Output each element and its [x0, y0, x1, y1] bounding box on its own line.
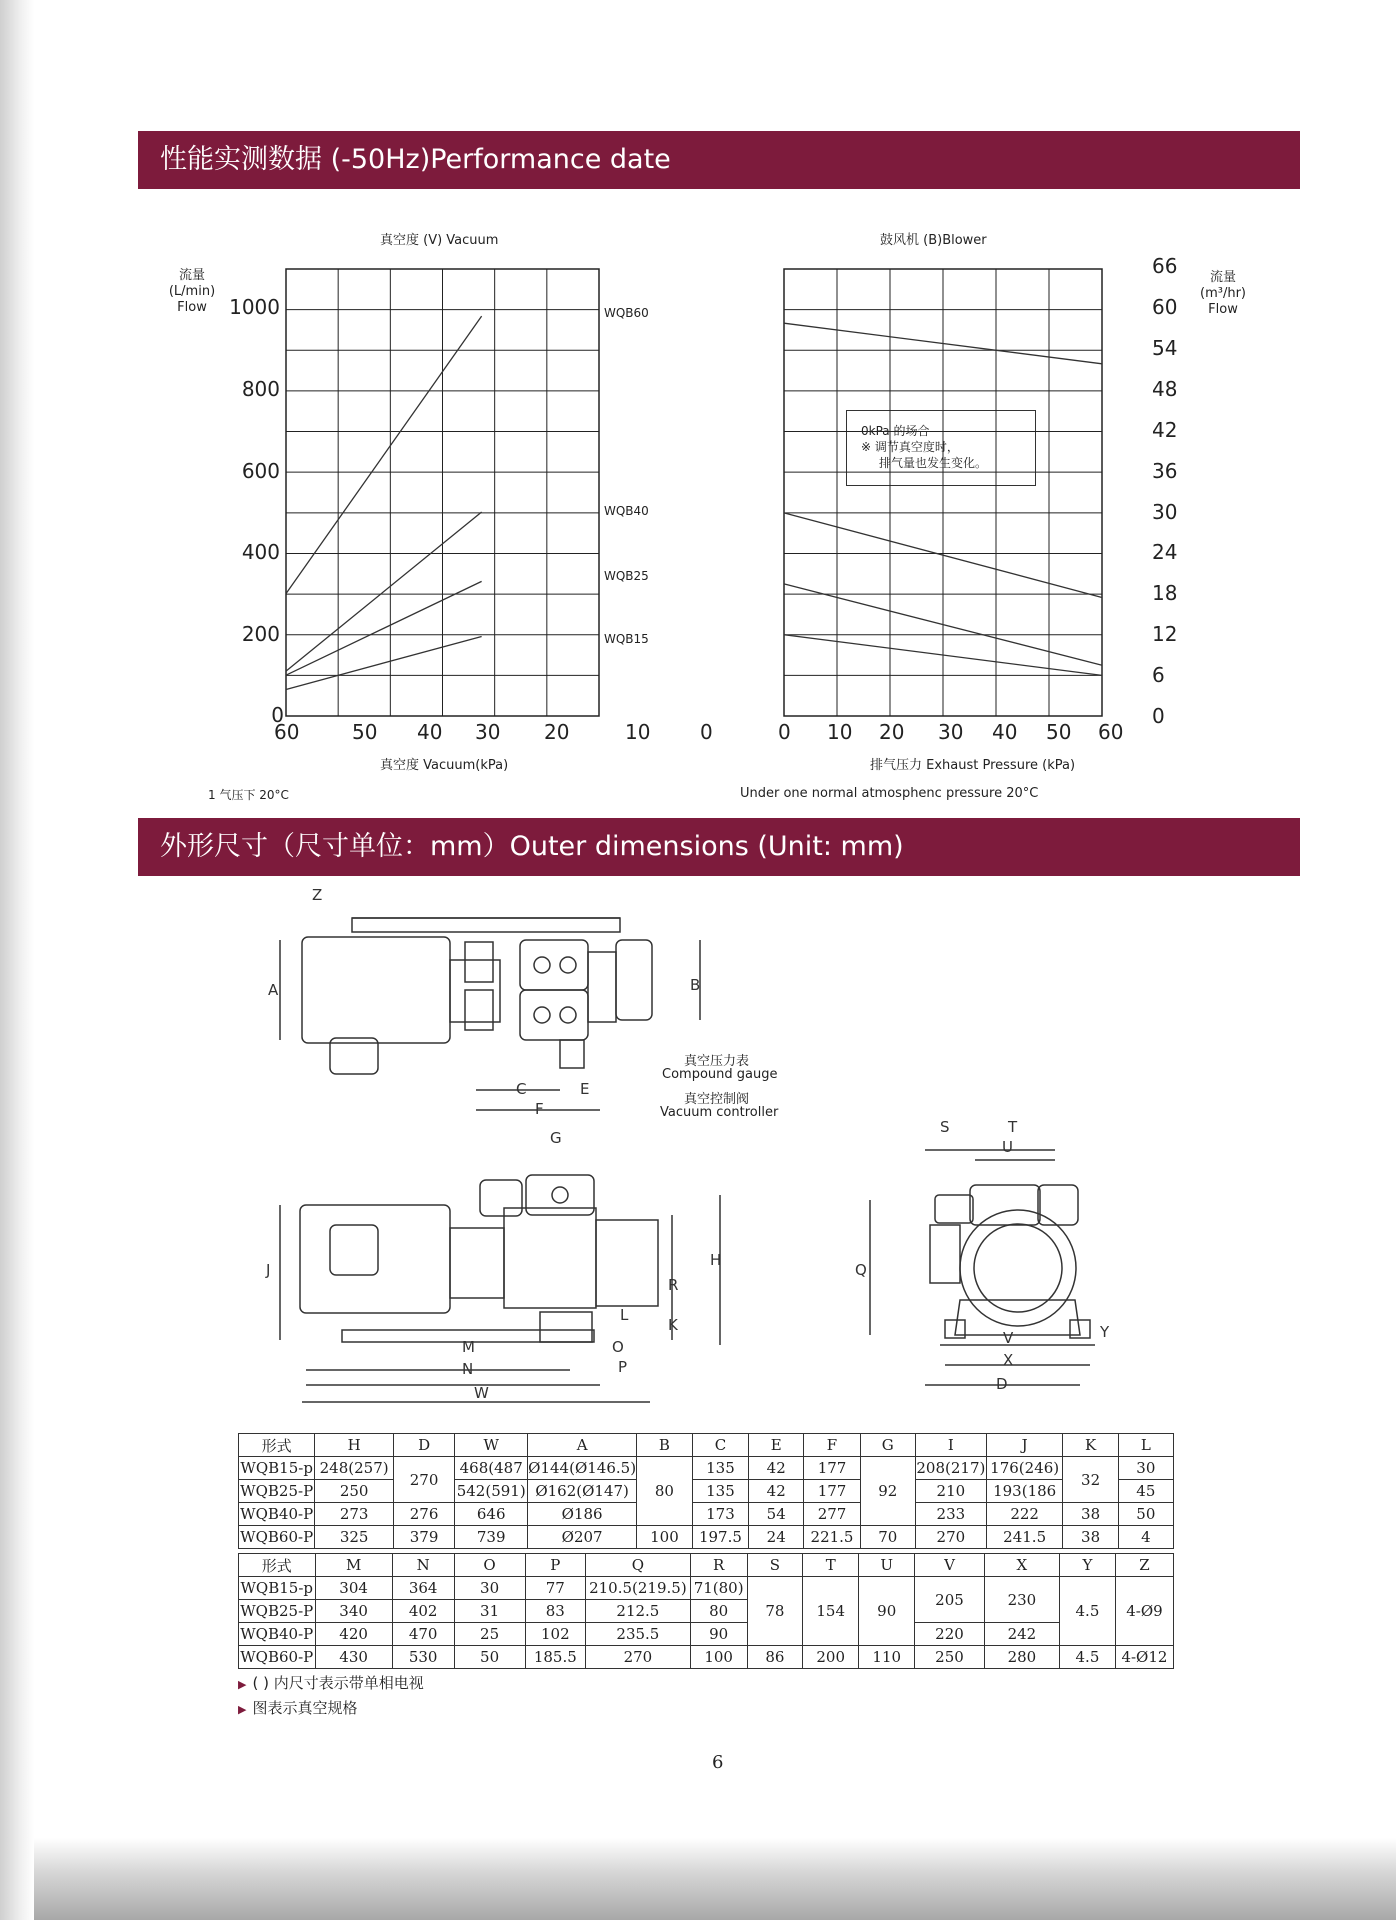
table-cell: 25 — [454, 1623, 525, 1646]
table-header-cell: L — [1118, 1434, 1173, 1457]
table-cell: 77 — [525, 1577, 585, 1600]
table-header-cell: 形式 — [239, 1434, 315, 1457]
dim-label-m: M — [462, 1338, 475, 1356]
table-cell: 71(80) — [690, 1577, 747, 1600]
table-header-cell: N — [392, 1554, 454, 1577]
performance-banner: 性能实测数据 (-50Hz)Performance date — [138, 131, 1300, 189]
vacuum-xtick: 60 — [274, 720, 300, 744]
pump-front-view — [280, 1175, 720, 1402]
table-cell: 235.5 — [586, 1623, 691, 1646]
table-row — [239, 1526, 1174, 1549]
pump-side-view — [870, 1150, 1095, 1385]
table-cell: 193(186 — [986, 1480, 1063, 1503]
dim-label-o: O — [612, 1338, 624, 1356]
table-cell: 270 — [915, 1526, 986, 1549]
table-cell: 420 — [315, 1623, 392, 1646]
table-cell: 205 — [915, 1577, 985, 1623]
vacuum-xtick: 20 — [544, 720, 570, 744]
dim-label-l: L — [620, 1306, 629, 1324]
vacuum-xtick: 0 — [700, 720, 713, 744]
table-cell: 221.5 — [804, 1526, 860, 1549]
blower-xtick: 20 — [879, 720, 905, 744]
blower-xtick: 40 — [992, 720, 1018, 744]
table-cell: 42 — [749, 1480, 804, 1503]
table-cell: 90 — [859, 1577, 915, 1646]
vacuum-y-label: 流量 (L/min) Flow — [168, 268, 216, 315]
table-cell: 185.5 — [525, 1646, 585, 1669]
series-label-wqb40: WQB40 — [604, 504, 649, 518]
table-cell: 468(487 — [455, 1457, 528, 1480]
table-cell: 177 — [804, 1480, 860, 1503]
blower-footnote: Under one normal atmosphenc pressure 20°C — [740, 786, 1039, 801]
table-header-cell: H — [315, 1434, 394, 1457]
series-label-wqb15: WQB15 — [604, 632, 649, 646]
blower-ytick: 48 — [1152, 377, 1178, 401]
gauge-label-cn: 真空压力表 — [684, 1054, 750, 1069]
table-cell: 4.5 — [1060, 1646, 1116, 1669]
blower-ytick: 60 — [1152, 295, 1178, 319]
table-cell: 42 — [749, 1457, 804, 1480]
vacuum-chart-frame — [286, 269, 599, 716]
table-cell: 30 — [454, 1577, 525, 1600]
table-cell: Ø162(Ø147) — [528, 1480, 637, 1503]
vacuum-chart-title: 真空度 (V) Vacuum — [380, 233, 499, 248]
blower-ytick: 30 — [1152, 500, 1178, 524]
table-cell: 210 — [915, 1480, 986, 1503]
gauge-label-en: Compound gauge — [662, 1067, 778, 1082]
dim-label-k: K — [668, 1316, 678, 1334]
table-cell: 102 — [525, 1623, 585, 1646]
table-cell: 270 — [393, 1457, 454, 1503]
table-header-cell: B — [637, 1434, 693, 1457]
table-cell: 86 — [747, 1646, 803, 1669]
table-cell: 208(217) — [915, 1457, 986, 1480]
vacuum-xtick: 40 — [417, 720, 443, 744]
table-header-cell: T — [803, 1554, 859, 1577]
blower-ytick: 6 — [1152, 663, 1165, 687]
table-cell: 90 — [690, 1623, 747, 1646]
vacuum-series-line-2 — [286, 512, 482, 671]
dim-label-b: B — [690, 976, 701, 994]
table-cell: Ø186 — [528, 1503, 637, 1526]
table-row — [239, 1457, 1174, 1480]
table-cell: 542(591) — [455, 1480, 528, 1503]
dim-label-a: A — [268, 981, 279, 999]
table-cell: 325 — [315, 1526, 394, 1549]
table-cell: 222 — [986, 1503, 1063, 1526]
table-cell: 530 — [392, 1646, 454, 1669]
table-header-cell: 形式 — [239, 1554, 316, 1577]
blower-ytick: 12 — [1152, 622, 1178, 646]
table-cell: 248(257) — [315, 1457, 394, 1480]
table-cell: 78 — [747, 1577, 803, 1646]
table-cell: 135 — [692, 1457, 748, 1480]
table-cell: 177 — [804, 1457, 860, 1480]
table-header-row — [239, 1554, 1174, 1577]
table-header-cell: R — [690, 1554, 747, 1577]
table-cell: 200 — [803, 1646, 859, 1669]
blower-ytick: 0 — [1152, 704, 1165, 728]
table-cell: 30 — [1118, 1457, 1173, 1480]
table-cell: 4-Ø9 — [1115, 1577, 1173, 1646]
table-header-cell: J — [986, 1434, 1063, 1457]
blower-xtick: 0 — [778, 720, 791, 744]
table-cell: 92 — [860, 1457, 915, 1526]
vacuum-series-line-4 — [286, 636, 482, 689]
blower-series-line-3 — [784, 584, 1102, 665]
blower-xtick: 30 — [938, 720, 964, 744]
vacuum-ytick: 400 — [241, 540, 280, 564]
table-header-cell: U — [859, 1554, 915, 1577]
table-cell: 38 — [1063, 1503, 1118, 1526]
scan-edge — [0, 0, 34, 1920]
vacuum-ytick: 200 — [241, 622, 280, 646]
note-2: ▶ 图表示真空规格 — [238, 1699, 358, 1717]
table-cell: 110 — [859, 1646, 915, 1669]
table-cell: 135 — [692, 1480, 748, 1503]
table-cell: WQB40-P — [239, 1503, 315, 1526]
vacuum-ytick: 1000 — [229, 295, 280, 319]
table-cell: 154 — [803, 1577, 859, 1646]
controller-label-en: Vacuum controller — [660, 1105, 779, 1120]
blower-ytick: 42 — [1152, 418, 1178, 442]
table-cell: WQB60-P — [239, 1646, 316, 1669]
table-row — [239, 1480, 1174, 1503]
table-cell: WQB25-P — [239, 1600, 316, 1623]
table-row — [239, 1577, 1174, 1600]
table-cell: 379 — [393, 1526, 454, 1549]
series-label-wqb60: WQB60 — [604, 306, 649, 320]
dim-label-s: S — [940, 1118, 950, 1136]
blower-ytick: 18 — [1152, 581, 1178, 605]
table-cell: 24 — [749, 1526, 804, 1549]
dim-label-t: T — [1008, 1118, 1018, 1136]
dim-label-y: Y — [1100, 1323, 1110, 1341]
table-cell: 470 — [392, 1623, 454, 1646]
table-header-cell: A — [528, 1434, 637, 1457]
vacuum-series-line-3 — [286, 581, 482, 675]
table-cell: 250 — [915, 1646, 985, 1669]
blower-series-line-2 — [784, 513, 1102, 598]
dim-label-e: E — [580, 1080, 590, 1098]
dim-label-f: F — [535, 1100, 544, 1118]
dim-label-g: G — [550, 1129, 562, 1147]
table-cell: 646 — [455, 1503, 528, 1526]
table-header-cell: E — [749, 1434, 804, 1457]
dim-label-v: V — [1003, 1329, 1014, 1347]
table-header-cell: Q — [586, 1554, 691, 1577]
table-cell: 242 — [984, 1623, 1059, 1646]
dim-label-d: D — [996, 1375, 1008, 1393]
table-cell: 270 — [586, 1646, 691, 1669]
blower-x-label: 排气压力 Exhaust Pressure (kPa) — [870, 758, 1076, 773]
table-cell: 80 — [637, 1457, 693, 1526]
dim-label-h: H — [710, 1251, 722, 1269]
table-row — [239, 1646, 1174, 1669]
table-cell: 739 — [455, 1526, 528, 1549]
dim-label-r: R — [668, 1276, 679, 1294]
table-cell: 45 — [1118, 1480, 1173, 1503]
blower-ytick: 54 — [1152, 336, 1178, 360]
controller-label-cn: 真空控制阀 — [684, 1092, 750, 1107]
table-cell: Ø144(Ø146.5) — [528, 1457, 637, 1480]
dimensions-table-2 — [238, 1553, 1174, 1669]
dim-label-q: Q — [855, 1261, 867, 1279]
dimensions-banner: 外形尺寸（尺寸单位：mm）Outer dimensions (Unit: mm) — [138, 818, 1300, 876]
table-cell: 4 — [1118, 1526, 1173, 1549]
dim-label-p: P — [618, 1358, 628, 1376]
table-cell: 173 — [692, 1503, 748, 1526]
dim-label-c: C — [516, 1080, 527, 1098]
table-header-cell: C — [692, 1434, 748, 1457]
table-cell: 4-Ø12 — [1115, 1646, 1173, 1669]
blower-xtick: 60 — [1098, 720, 1124, 744]
blower-xtick: 10 — [827, 720, 853, 744]
table-header-cell: O — [454, 1554, 525, 1577]
table-cell: 176(246) — [986, 1457, 1063, 1480]
table-cell: 230 — [984, 1577, 1059, 1623]
page-number: 6 — [712, 1752, 724, 1773]
table-cell: 4.5 — [1060, 1577, 1116, 1646]
table-cell: 233 — [915, 1503, 986, 1526]
vacuum-series-line-1 — [286, 316, 482, 593]
table-cell: WQB60-P — [239, 1526, 315, 1549]
vacuum-footnote: 1 气压下 20°C — [208, 788, 289, 802]
table-cell: 273 — [315, 1503, 394, 1526]
table-cell: 38 — [1063, 1526, 1118, 1549]
table-cell: 250 — [315, 1480, 394, 1503]
blower-ytick: 24 — [1152, 540, 1178, 564]
table-cell: 212.5 — [586, 1600, 691, 1623]
table-cell: 220 — [915, 1623, 985, 1646]
table-cell: 197.5 — [692, 1526, 748, 1549]
table-cell: WQB25-P — [239, 1480, 315, 1503]
blower-series-line-4 — [784, 635, 1102, 676]
table-cell: 277 — [804, 1503, 860, 1526]
vacuum-ytick: 600 — [241, 459, 280, 483]
series-label-wqb25: WQB25 — [604, 569, 649, 583]
blower-note-box: 0kPa 的场合 ※ 调节真空度时， 排气量也发生变化。 — [846, 410, 1036, 486]
scan-bottom — [34, 1838, 1396, 1920]
dim-label-w: W — [474, 1384, 489, 1402]
table-header-cell: V — [915, 1554, 985, 1577]
table-header-cell: I — [915, 1434, 986, 1457]
table-cell: 304 — [315, 1577, 392, 1600]
table-cell: 70 — [860, 1526, 915, 1549]
table-header-cell: X — [984, 1554, 1059, 1577]
dimensions-table-1 — [238, 1433, 1174, 1549]
table-cell: 32 — [1063, 1457, 1118, 1503]
table-header-cell: M — [315, 1554, 392, 1577]
table-cell: 50 — [454, 1646, 525, 1669]
table-header-cell: W — [455, 1434, 528, 1457]
blower-chart-title: 鼓风机 (B)Blower — [880, 233, 987, 248]
blower-xtick: 50 — [1046, 720, 1072, 744]
table-cell: 31 — [454, 1600, 525, 1623]
table-cell: 83 — [525, 1600, 585, 1623]
vacuum-ytick: 800 — [241, 377, 280, 401]
table-cell: 340 — [315, 1600, 392, 1623]
table-cell: 100 — [690, 1646, 747, 1669]
table-header-cell: G — [860, 1434, 915, 1457]
table-header-row — [239, 1434, 1174, 1457]
table-row — [239, 1503, 1174, 1526]
dim-label-z: Z — [312, 886, 323, 904]
table-cell: 210.5(219.5) — [586, 1577, 691, 1600]
table-row — [239, 1623, 1174, 1646]
table-cell: 276 — [393, 1503, 454, 1526]
vacuum-x-label: 真空度 Vacuum(kPa) — [380, 758, 509, 773]
dim-label-j: J — [266, 1261, 271, 1279]
table-cell: 430 — [315, 1646, 392, 1669]
table-cell: 364 — [392, 1577, 454, 1600]
table-header-cell: Y — [1060, 1554, 1116, 1577]
triangle-bullet-icon: ▶ — [238, 1703, 247, 1716]
vacuum-xtick: 10 — [625, 720, 651, 744]
dim-label-x: X — [1003, 1351, 1014, 1369]
vacuum-ytick: 0 — [271, 703, 284, 727]
table-cell: 50 — [1118, 1503, 1173, 1526]
blower-ytick: 36 — [1152, 459, 1178, 483]
blower-series-line-1 — [784, 323, 1102, 364]
table-cell: Ø207 — [528, 1526, 637, 1549]
table-cell: WQB15-p — [239, 1457, 315, 1480]
table-header-cell: K — [1063, 1434, 1118, 1457]
table-cell: 54 — [749, 1503, 804, 1526]
vacuum-xtick: 30 — [475, 720, 501, 744]
blower-chart-frame — [784, 269, 1102, 716]
table-header-cell: S — [747, 1554, 803, 1577]
table-cell: 402 — [392, 1600, 454, 1623]
table-header-cell: D — [393, 1434, 454, 1457]
table-header-cell: P — [525, 1554, 585, 1577]
dim-label-n: N — [462, 1360, 474, 1378]
dim-label-u: U — [1002, 1138, 1013, 1156]
table-header-cell: F — [804, 1434, 860, 1457]
vacuum-xtick: 50 — [352, 720, 378, 744]
note-1: ▶ ( ) 内尺寸表示带单相电视 — [238, 1674, 424, 1692]
table-cell: 100 — [637, 1526, 693, 1549]
table-cell: WQB15-p — [239, 1577, 316, 1600]
pump-top-view — [280, 918, 700, 1110]
blower-ytick: 66 — [1152, 254, 1178, 278]
blower-y-label: 流量 (m³/hr) Flow — [1200, 270, 1246, 317]
triangle-bullet-icon: ▶ — [238, 1678, 247, 1691]
table-cell: WQB40-P — [239, 1623, 316, 1646]
table-cell: 280 — [984, 1646, 1059, 1669]
table-header-cell: Z — [1115, 1554, 1173, 1577]
table-cell: 80 — [690, 1600, 747, 1623]
table-cell: 241.5 — [986, 1526, 1063, 1549]
